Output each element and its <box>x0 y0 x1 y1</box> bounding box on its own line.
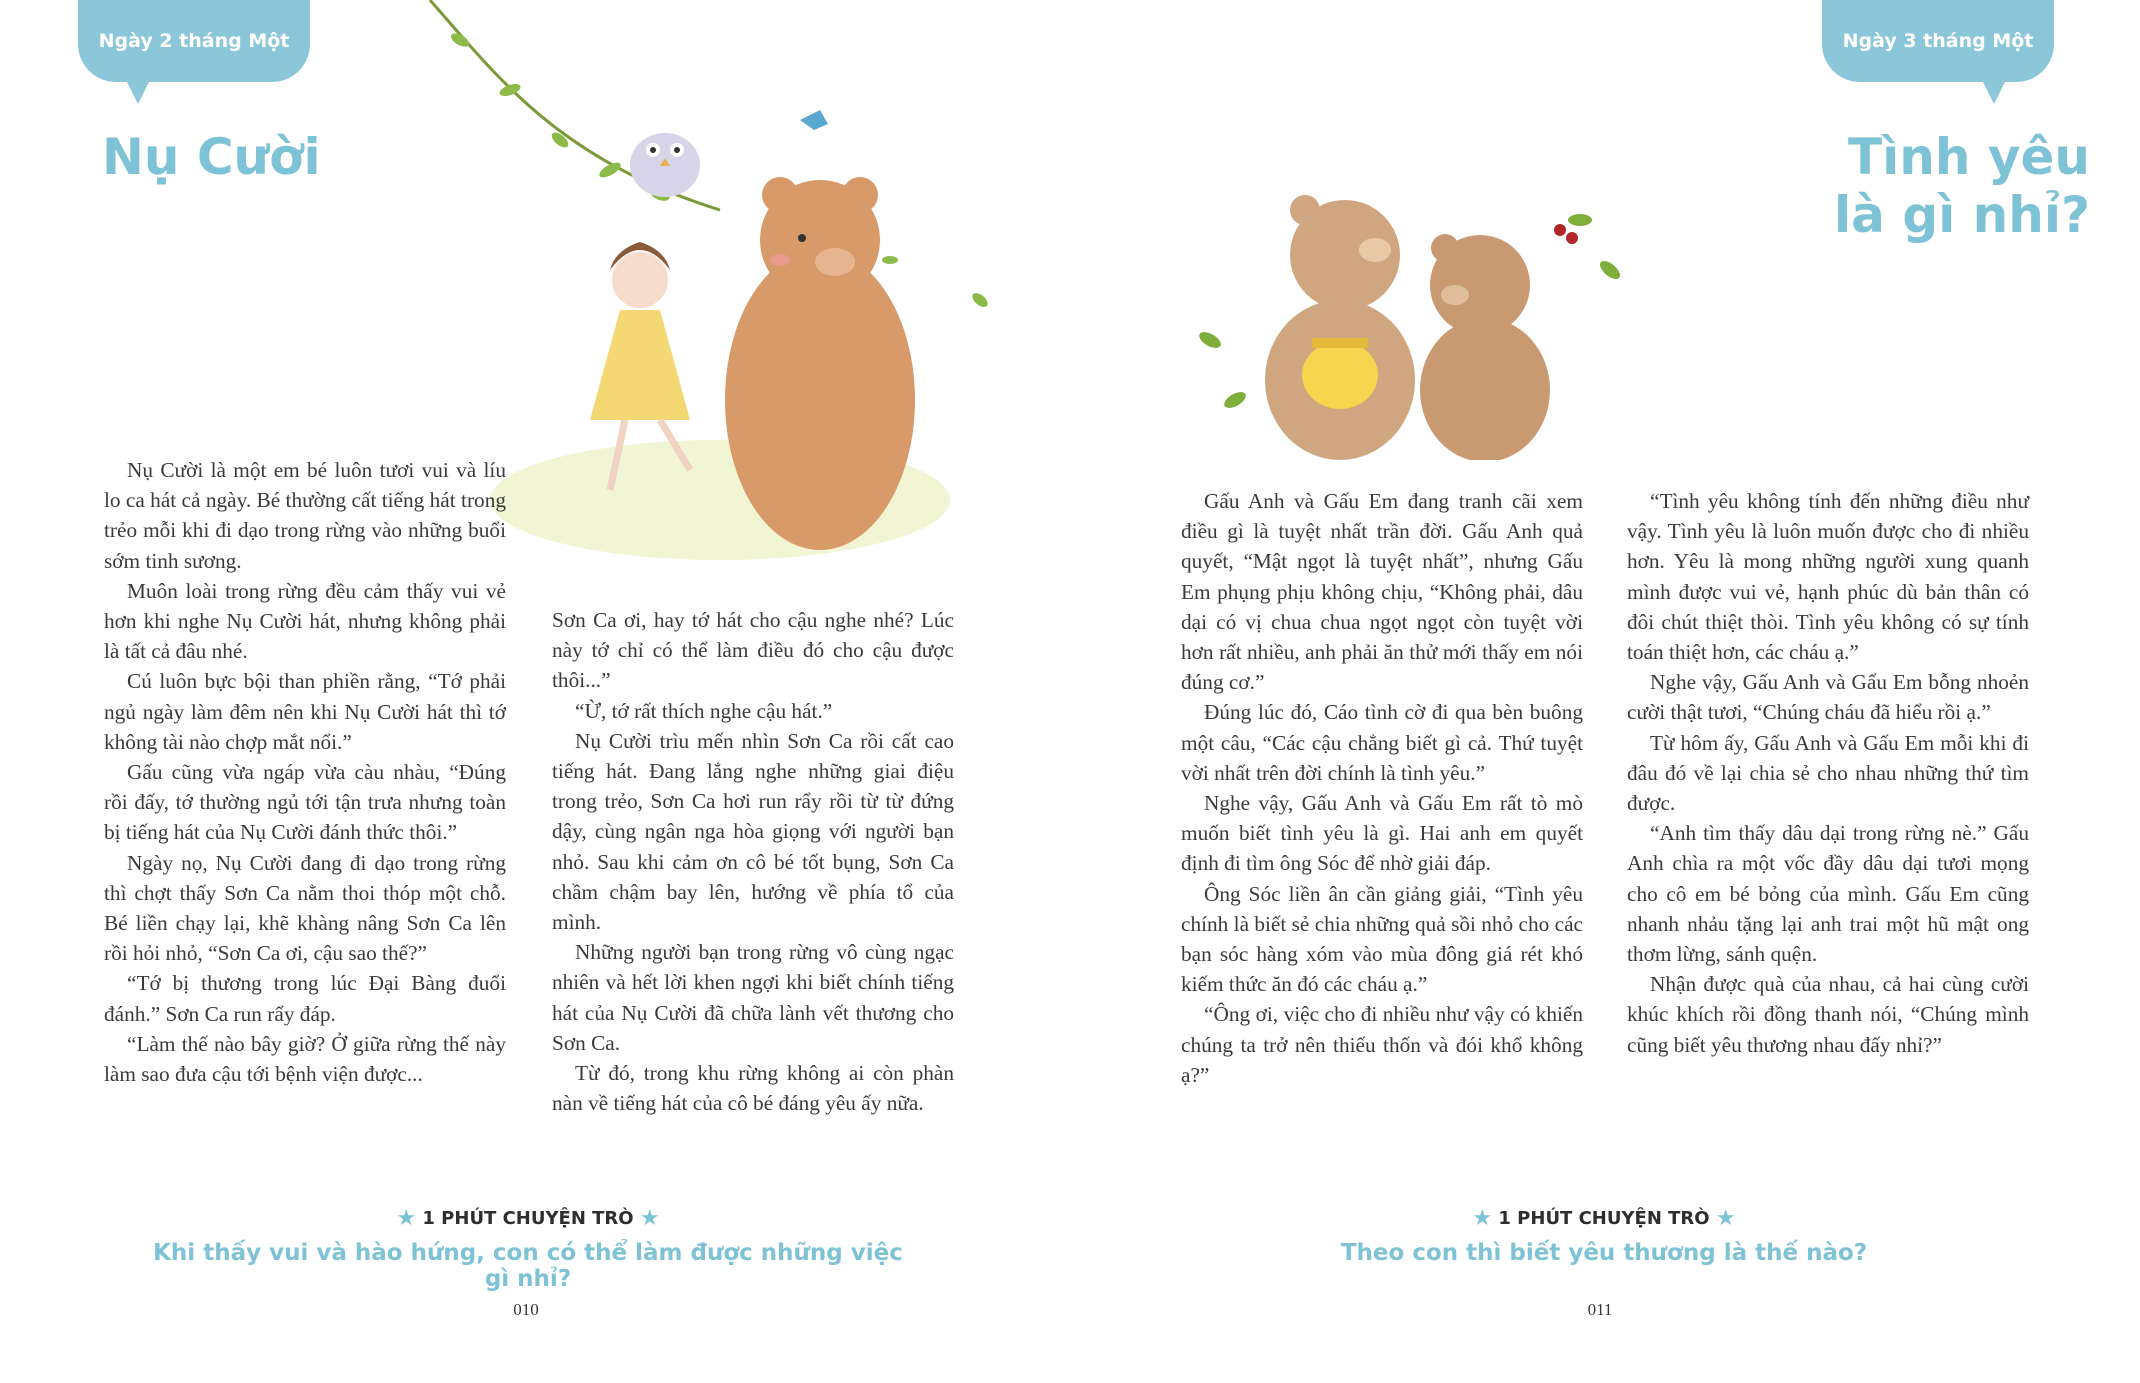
paragraph: Ngày nọ, Nụ Cười đang đi dạo trong rừng thì chợt thấy Sơn Ca nằm thoi thóp một chỗ. Bé liền chạy lại, khẽ khàng nâng Sơn Ca lên rồi hỏi nhỏ, “Sơn Ca ơi, cậu sao thế?” <box>104 850 506 966</box>
paragraph: Từ đó, trong khu rừng không ai còn phàn nàn về tiếng hát của cô bé đáng yêu ấy nữa. <box>552 1061 954 1116</box>
paragraph: “Tình yêu không tính đến những điều như vậy. Tình yêu là luôn muốn được cho đi nhiều hơn. Yêu là mong những người xung quanh mình được vui vẻ, hạnh phúc dù bản thân có đôi chút thiệt thòi. Tình yêu không có sự tính toán thiệt hơn, các cháu ạ.” <box>1627 489 2029 665</box>
girl-bear-owl-illustration <box>420 0 1040 580</box>
page-number-left: 010 <box>513 1300 539 1319</box>
story-title-left: Nụ Cười <box>102 128 321 186</box>
star-icon: ★ <box>1472 1206 1493 1231</box>
paragraph: Nghe vậy, Gấu Anh và Gấu Em rất tò mò muốn biết tình yêu là gì. Hai anh em quyết định đi tìm ông Sóc để nhờ giải đáp. <box>1181 791 1583 876</box>
chat-question-left: Khi thấy vui và hào hứng, con có thể làm được những việc gì nhỉ? <box>153 1240 903 1292</box>
paragraph: “Làm thế nào bây giờ? Ở giữa rừng thế này làm sao đưa cậu tới bệnh viện được... <box>104 1031 506 1087</box>
paragraph: Từ hôm ấy, Gấu Anh và Gấu Em mỗi khi đi đâu đó về lại chia sẻ cho nhau những thứ tìm được. <box>1627 730 2029 816</box>
paragraph: “Anh tìm thấy dâu dại trong rừng nè.” Gấu Anh chìa ra một vốc đầy dâu dại tươi mọng cho cô em bé bỏng của mình. Gấu Em cũng nhanh nhảu tặng lại anh trai một hũ mật ong thơm lừng, sánh quện. <box>1627 821 2029 967</box>
right-page <box>1070 0 2140 1383</box>
title-line-2: là gì nhỉ? <box>1834 186 2090 244</box>
chat-question-right: Theo con thì biết yêu thương là thế nào? <box>1340 1240 1868 1266</box>
chat-label: 1 PHÚT CHUYỆN TRÒ <box>422 1208 634 1229</box>
paragraph: Đúng lúc đó, Cáo tình cờ đi qua bèn buông một câu, “Các cậu chẳng biết gì cả. Thứ tuyệt vời nhất trên đời chính là tình yêu.” <box>1181 700 1583 785</box>
chat-label: 1 PHÚT CHUYỆN TRÒ <box>1498 1208 1710 1229</box>
story-column-1 <box>1181 486 1583 1090</box>
title-line-1: Tình yêu <box>1848 128 2090 186</box>
paragraph: “Tớ bị thương trong lúc Đại Bàng đuổi đánh.” Sơn Ca run rẩy đáp. <box>104 971 506 1026</box>
big-bear-figure <box>1265 195 1415 460</box>
paragraph-continued: Sơn Ca ơi, hay tớ hát cho cậu nghe nhé? Lúc này tớ chỉ có thể làm điều đó cho cậu được thôi...” <box>552 608 954 693</box>
date-tag-right: Ngày 3 tháng Một <box>1822 0 2054 82</box>
date-tag-left: Ngày 2 tháng Một <box>78 0 310 82</box>
page-number-right: 011 <box>1587 1300 1613 1319</box>
paragraph: Muôn loài trong rừng đều cảm thấy vui vẻ hơn khi nghe Nụ Cười hát, nhưng không phải là tất cả đâu nhé. <box>104 578 506 664</box>
paragraph: Những người bạn trong rừng vô cùng ngạc nhiên và hết lời khen ngợi khi biết chính tiếng hát của Nụ Cười đã chữa lành vết thương cho Sơn Ca. <box>552 940 954 1055</box>
story-column-2 <box>1627 486 2029 1060</box>
two-bears-honey-illustration <box>1180 180 1660 460</box>
paragraph: Nụ Cười trìu mến nhìn Sơn Ca rồi cất cao tiếng hát. Đang lắng nghe những giai điệu trong trẻo, Sơn Ca hơi run rẩy rồi từ từ đứng dậy, cùng ngân nga hòa giọng với người bạn nhỏ. Sau khi cảm ơn cô bé tốt bụng, Sơn Ca chầm chậm bay lên, hướng về phía tổ của mình. <box>552 728 954 935</box>
story-column-1 <box>104 455 506 1089</box>
star-icon: ★ <box>639 1206 660 1231</box>
paragraph: Nghe vậy, Gấu Anh và Gấu Em bỗng nhoẻn cười thật tươi, “Chúng cháu đã hiểu rồi ạ.” <box>1627 670 2029 725</box>
paragraph: Nụ Cười là một em bé luôn tươi vui và líu lo ca hát cả ngày. Bé thường cất tiếng hát trong trẻo mỗi khi đi dạo trong rừng vào những buổi sớm tinh sương. <box>104 458 506 573</box>
star-icon: ★ <box>1715 1206 1736 1231</box>
paragraph: “Ừ, tớ rất thích nghe cậu hát.” <box>575 698 833 723</box>
paragraph: Cú luôn bực bội than phiền rằng, “Tớ phải ngủ ngày làm đêm nên khi Nụ Cười hát thì tớ không tài nào chợp mắt nổi.” <box>104 669 506 754</box>
story-title-right <box>1834 128 2090 244</box>
bear-figure <box>725 177 915 550</box>
owl-figure <box>630 133 700 197</box>
small-bear-figure <box>1420 234 1550 460</box>
paragraph: “Ông ơi, việc cho đi nhiều như vậy có khiến chúng ta trở nên thiếu thốn và đói khổ không ạ?” <box>1181 1002 1583 1087</box>
paragraph: Gấu cũng vừa ngáp vừa càu nhàu, “Đúng rồi đấy, tớ thường ngủ tới tận trưa nhưng toàn bị tiếng hát của Nụ Cười đánh thức thôi.” <box>104 760 506 845</box>
paragraph: Ông Sóc liền ân cần giảng giải, “Tình yêu chính là biết sẻ chia những quả sồi nhỏ cho các bạn sóc hàng xóm vào mùa đông giá rét khó kiếm thức ăn đó các cháu ạ.” <box>1181 881 1583 997</box>
chat-heading-left <box>178 1206 878 1231</box>
paragraph: Gấu Anh và Gấu Em đang tranh cãi xem điều gì là tuyệt nhất trần đời. Gấu Anh quả quyết, “Mật ngọt là tuyệt nhất”, nhưng Gấu Em phụng phịu không chịu, “Không phải, dâu dại có vị chua chua ngọt ngọt còn tuyệt vời hơn rất nhiều, anh phải ăn thử mới thấy em nói đúng cơ.” <box>1181 489 1583 695</box>
paragraph: Nhận được quà của nhau, cả hai cùng cười khúc khích rồi đồng thanh nói, “Chúng mình cũng biết yêu thương nhau đấy nhỉ?” <box>1627 972 2029 1057</box>
star-icon: ★ <box>396 1206 417 1231</box>
chat-heading-right <box>1254 1206 1954 1231</box>
story-column-2 <box>552 605 954 1118</box>
